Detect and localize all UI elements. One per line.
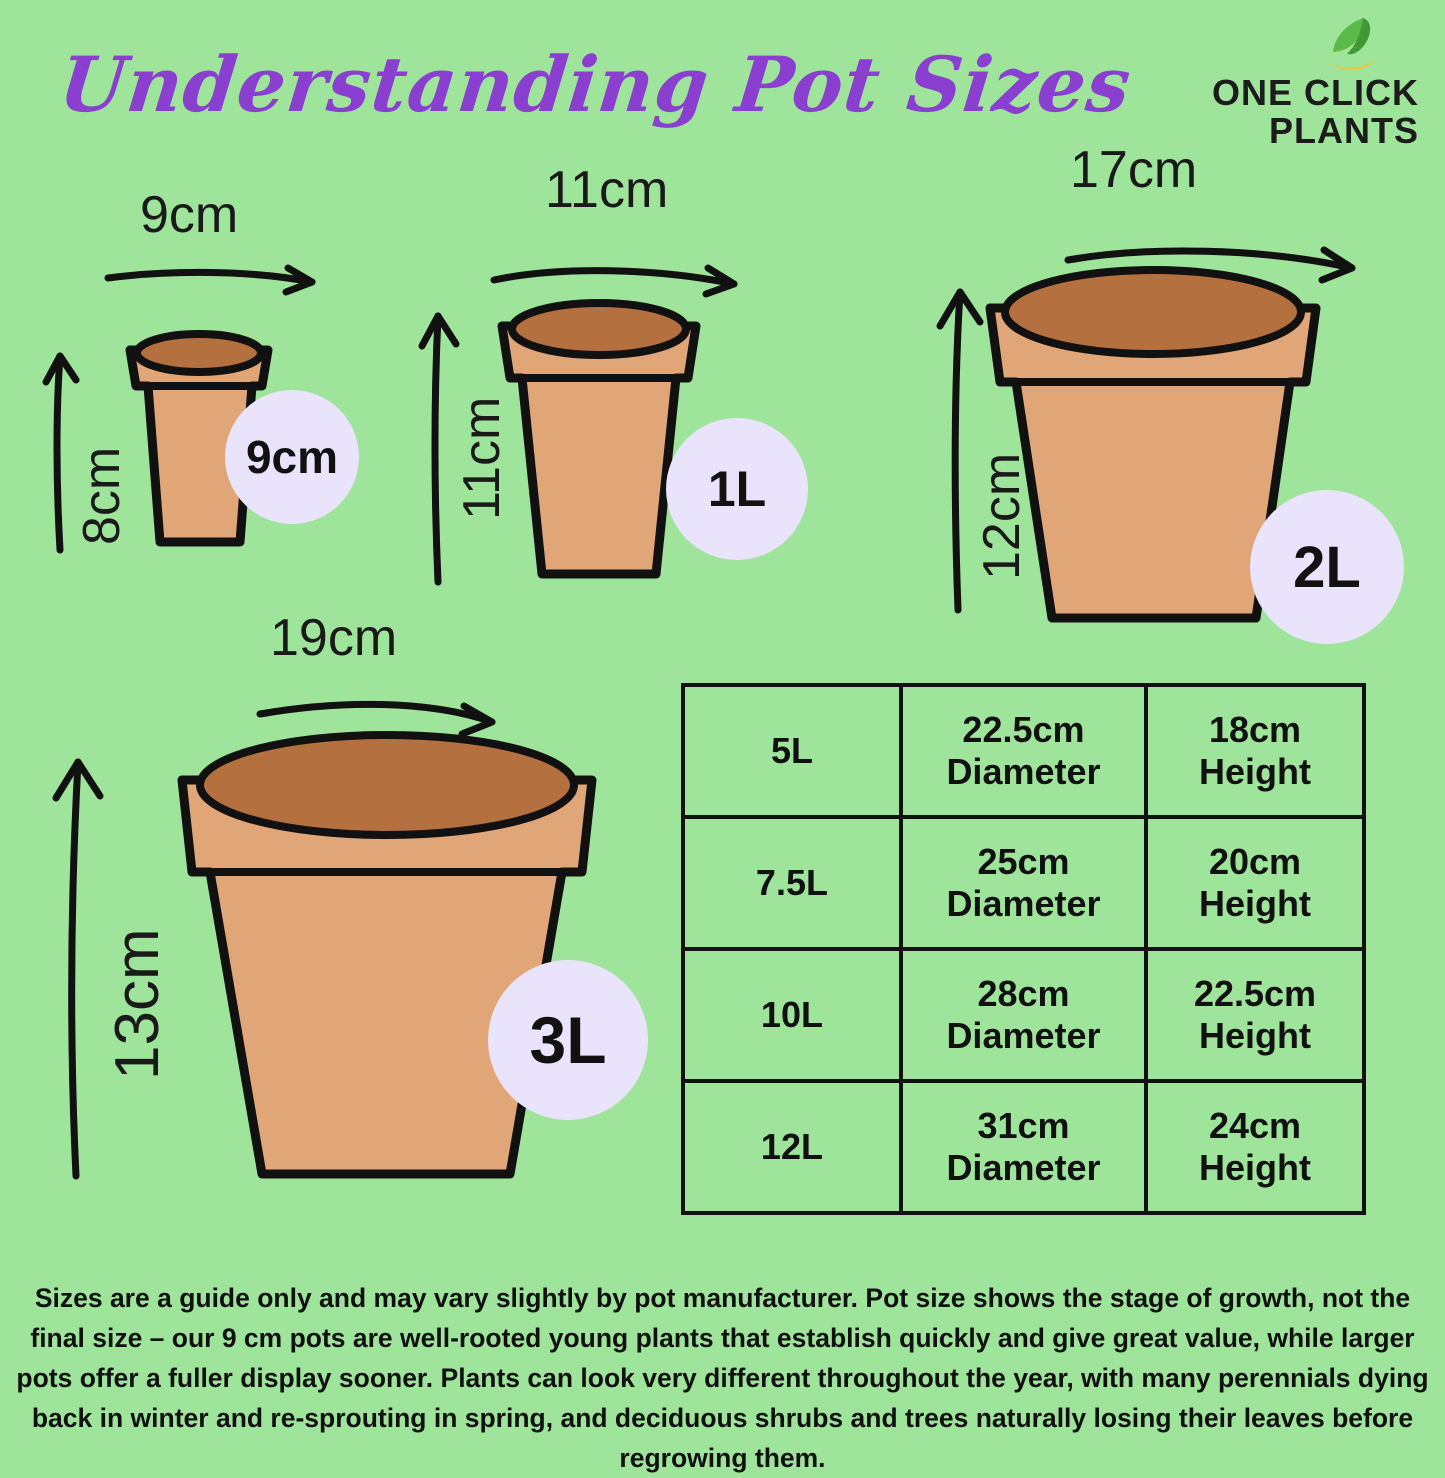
pot-3l-width-label: 19cm xyxy=(270,609,398,667)
table-cell-size: 5L xyxy=(683,685,901,817)
pot-9cm-size-badge: 9cm xyxy=(225,390,359,524)
pot-2l-width-label: 17cm xyxy=(1070,141,1198,199)
brand-logo xyxy=(1169,14,1419,150)
table-cell-diameter: 22.5cm Diameter xyxy=(901,685,1146,817)
table-row xyxy=(683,1081,1364,1213)
pot-1l-height-label: 11cm xyxy=(453,396,511,520)
pot-group-9cm xyxy=(30,186,370,590)
logo-line-2: PLANTS xyxy=(1269,110,1419,151)
pot-9cm-width-label: 9cm xyxy=(140,186,239,244)
table-cell-height: 20cm Height xyxy=(1146,817,1364,949)
leaf-icon xyxy=(1169,14,1419,72)
pot-3l-height-label: 13cm xyxy=(103,928,172,1080)
pot-size-table xyxy=(681,683,1366,1215)
table-cell-height: 24cm Height xyxy=(1146,1081,1364,1213)
table-cell-diameter: 28cm Diameter xyxy=(901,949,1146,1081)
table-row xyxy=(683,685,1364,817)
table-cell-size: 7.5L xyxy=(683,817,901,949)
table-cell-size: 12L xyxy=(683,1081,901,1213)
pot-1l-width-label: 11cm xyxy=(545,161,669,219)
pot-2l-height-label: 12cm xyxy=(973,452,1031,580)
logo-line-1: ONE CLICK xyxy=(1212,72,1419,113)
table-row xyxy=(683,949,1364,1081)
table-cell-height: 22.5cm Height xyxy=(1146,949,1364,1081)
pot-3l-size-badge: 3L xyxy=(488,960,648,1120)
page-title: Understanding Pot Sizes xyxy=(55,40,1136,129)
table-cell-height: 18cm Height xyxy=(1146,685,1364,817)
pot-group-2l xyxy=(880,141,1400,670)
pot-group-1l xyxy=(390,161,810,620)
pot-group-3l xyxy=(10,609,650,1240)
pot-2l-size-badge: 2L xyxy=(1250,490,1404,644)
table-cell-diameter: 25cm Diameter xyxy=(901,817,1146,949)
disclaimer-text: Sizes are a guide only and may vary slightly by pot manufacturer. Pot size shows the stage of growth, not the final size – our 9 cm pots are well-rooted young plants that establish quickly and give great value, while larger pots offer a fuller display sooner. Plants can look very different throughout the year, with many perennials dying back in winter and re-sprouting in spring, and deciduous shrubs and trees naturally losing their leaves before regrowing them. xyxy=(16,1283,1429,1473)
table-cell-size: 10L xyxy=(683,949,901,1081)
pot-1l-size-badge: 1L xyxy=(666,418,808,560)
table-row xyxy=(683,817,1364,949)
pot-9cm-height-label: 8cm xyxy=(73,446,131,545)
table-cell-diameter: 31cm Diameter xyxy=(901,1081,1146,1213)
